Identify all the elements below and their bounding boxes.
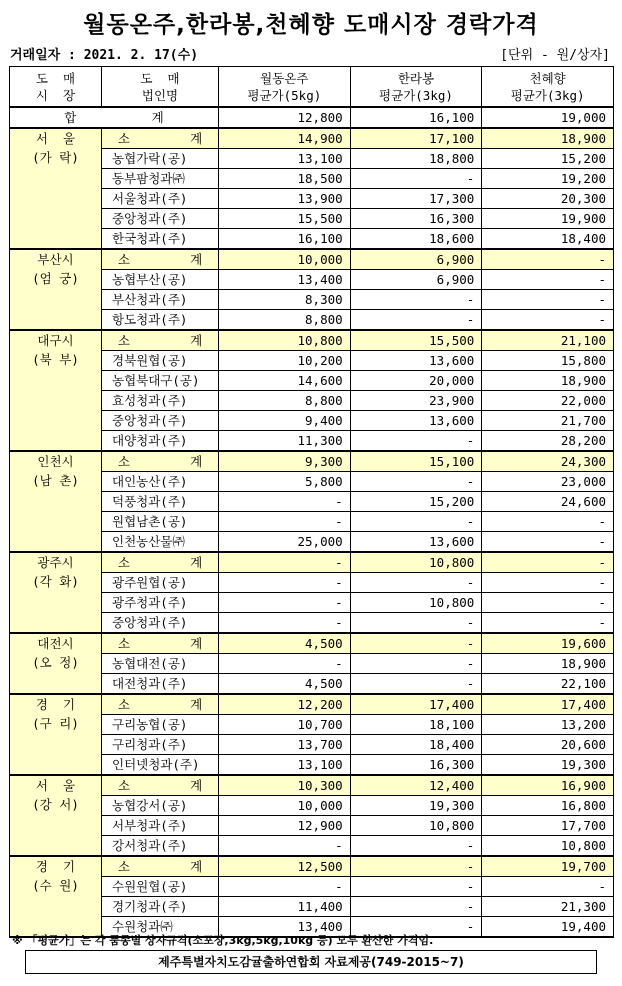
price-mandarin: 13,100	[219, 755, 351, 776]
price-mandarin: 16,100	[219, 229, 351, 250]
price-cheonhyehyang: -	[482, 552, 614, 573]
corp-name: 경기청과(주)	[102, 897, 219, 917]
total-label: 합 계	[10, 107, 219, 128]
subtotal-label: 소 계	[102, 694, 219, 715]
price-hallabong: 18,600	[350, 229, 482, 250]
price-cheonhyehyang: 21,300	[482, 897, 614, 917]
corp-name: 강서청과(주)	[102, 836, 219, 857]
price-cheonhyehyang: -	[482, 270, 614, 290]
price-hallabong: 13,600	[350, 532, 482, 553]
page-title: 월동온주,한라봉,천혜향 도매시장 경락가격	[83, 12, 539, 38]
subtotal-row	[10, 552, 614, 573]
price-table	[9, 66, 614, 938]
subtotal-label: 소 계	[102, 128, 219, 149]
corp-name: 부산청과(주)	[102, 290, 219, 310]
price-hallabong: -	[350, 310, 482, 331]
price-mandarin: 8,300	[219, 290, 351, 310]
subtotal-label: 소 계	[102, 552, 219, 573]
price-mandarin: 10,300	[219, 775, 351, 796]
price-mandarin: 15,500	[219, 209, 351, 229]
corp-name: 수원청과㈜	[102, 917, 219, 938]
price-mandarin: 10,000	[219, 796, 351, 816]
price-mandarin: -	[219, 613, 351, 634]
subtotal-row	[10, 451, 614, 472]
price-hallabong: -	[350, 613, 482, 634]
price-mandarin: 12,900	[219, 816, 351, 836]
market-name: 대전시 (오 정)	[10, 633, 102, 694]
price-hallabong: -	[350, 836, 482, 857]
price-cheonhyehyang: 15,800	[482, 351, 614, 371]
total-row	[10, 107, 614, 128]
price-mandarin: -	[219, 836, 351, 857]
price-mandarin: 8,800	[219, 391, 351, 411]
price-cheonhyehyang: 19,700	[482, 856, 614, 877]
price-mandarin: 5,800	[219, 472, 351, 492]
price-cheonhyehyang: 19,400	[482, 917, 614, 938]
price-cheonhyehyang: 16,900	[482, 775, 614, 796]
price-cheonhyehyang: 17,400	[482, 694, 614, 715]
corp-name: 농협가락(공)	[102, 149, 219, 169]
price-cheonhyehyang: -	[482, 593, 614, 613]
price-mandarin: -	[219, 877, 351, 897]
corp-name: 덕풍청과(주)	[102, 492, 219, 512]
subtotal-label: 소 계	[102, 856, 219, 877]
price-hallabong: 15,500	[350, 330, 482, 351]
price-mandarin: 13,400	[219, 917, 351, 938]
corp-name: 항도청과(주)	[102, 310, 219, 331]
corp-name: 농협대전(공)	[102, 654, 219, 674]
price-hallabong: 10,800	[350, 552, 482, 573]
price-hallabong: 16,300	[350, 209, 482, 229]
price-mandarin: -	[219, 654, 351, 674]
price-hallabong: -	[350, 674, 482, 695]
price-mandarin: 14,900	[219, 128, 351, 149]
corp-name: 구리농협(공)	[102, 715, 219, 735]
price-cheonhyehyang: 19,300	[482, 755, 614, 776]
price-cheonhyehyang: 18,400	[482, 229, 614, 250]
corp-name: 농협강서(공)	[102, 796, 219, 816]
market-name: 경 기 (수 원)	[10, 856, 102, 937]
price-hallabong: -	[350, 877, 482, 897]
price-hallabong: -	[350, 856, 482, 877]
price-cheonhyehyang: 21,700	[482, 411, 614, 431]
price-cheonhyehyang: -	[482, 532, 614, 553]
corp-name: 서울청과(주)	[102, 189, 219, 209]
price-mandarin: 8,800	[219, 310, 351, 331]
price-hallabong: -	[350, 573, 482, 593]
footnote: ※ 「평균가」는 각 품종별 상자규격(소포장,3kg,5kg,10kg 등) 모두 환산한 가격임.	[12, 934, 434, 947]
price-cheonhyehyang: 19,900	[482, 209, 614, 229]
source-credit: 제주특별자치도감귤출하연합회 자료제공(749-2015~7)	[25, 950, 597, 974]
price-cheonhyehyang: 17,700	[482, 816, 614, 836]
price-hallabong: 12,400	[350, 775, 482, 796]
price-hallabong: 15,100	[350, 451, 482, 472]
total-hallabong: 16,100	[350, 107, 482, 128]
subtotal-row	[10, 633, 614, 654]
price-cheonhyehyang: 21,100	[482, 330, 614, 351]
market-name: 부산시 (엄 궁)	[10, 249, 102, 330]
price-cheonhyehyang: 24,300	[482, 451, 614, 472]
header-market: 도 매 시 장	[10, 67, 102, 108]
corp-name: 중앙청과(주)	[102, 209, 219, 229]
header-cheonhyehyang: 천혜향 평균가(3kg)	[482, 67, 614, 108]
price-hallabong: -	[350, 897, 482, 917]
price-mandarin: 13,700	[219, 735, 351, 755]
subtotal-label: 소 계	[102, 633, 219, 654]
price-mandarin: 10,200	[219, 351, 351, 371]
corp-name: 중앙청과(주)	[102, 613, 219, 634]
price-mandarin: 13,400	[219, 270, 351, 290]
total-cheonhyehyang: 19,000	[482, 107, 614, 128]
corp-name: 서부청과(주)	[102, 816, 219, 836]
price-hallabong: -	[350, 290, 482, 310]
price-cheonhyehyang: 22,000	[482, 391, 614, 411]
price-hallabong: 16,300	[350, 755, 482, 776]
price-mandarin: 11,300	[219, 431, 351, 452]
subtotal-label: 소 계	[102, 249, 219, 270]
price-mandarin: -	[219, 512, 351, 532]
price-mandarin: 9,400	[219, 411, 351, 431]
corp-name: 중앙청과(주)	[102, 411, 219, 431]
market-name: 대구시 (북 부)	[10, 330, 102, 451]
price-hallabong: -	[350, 431, 482, 452]
price-mandarin: -	[219, 492, 351, 512]
price-hallabong: 13,600	[350, 411, 482, 431]
price-hallabong: 20,000	[350, 371, 482, 391]
price-mandarin: 10,700	[219, 715, 351, 735]
corp-name: 인천농산물㈜	[102, 532, 219, 553]
price-mandarin: 12,200	[219, 694, 351, 715]
subtotal-label: 소 계	[102, 330, 219, 351]
market-name: 서 울 (강 서)	[10, 775, 102, 856]
price-cheonhyehyang: 24,600	[482, 492, 614, 512]
market-name: 경 기 (구 리)	[10, 694, 102, 775]
subtotal-label: 소 계	[102, 775, 219, 796]
corp-name: 원협남촌(공)	[102, 512, 219, 532]
corp-name: 대인농산(주)	[102, 472, 219, 492]
price-cheonhyehyang: -	[482, 249, 614, 270]
price-hallabong: 18,400	[350, 735, 482, 755]
price-hallabong: -	[350, 633, 482, 654]
price-cheonhyehyang: 18,900	[482, 654, 614, 674]
header-corp: 도 매 법인명	[102, 67, 219, 108]
price-hallabong: 18,100	[350, 715, 482, 735]
price-cheonhyehyang: 28,200	[482, 431, 614, 452]
price-cheonhyehyang: -	[482, 512, 614, 532]
price-cheonhyehyang: 10,800	[482, 836, 614, 857]
price-hallabong: 19,300	[350, 796, 482, 816]
subtotal-row	[10, 128, 614, 149]
price-hallabong: -	[350, 654, 482, 674]
price-hallabong: -	[350, 472, 482, 492]
price-cheonhyehyang: 19,600	[482, 633, 614, 654]
price-hallabong: 6,900	[350, 270, 482, 290]
price-mandarin: 18,500	[219, 169, 351, 189]
price-mandarin: 14,600	[219, 371, 351, 391]
header-hallabong: 한라봉 평균가(3kg)	[350, 67, 482, 108]
corp-name: 대양청과(주)	[102, 431, 219, 452]
price-cheonhyehyang: 23,000	[482, 472, 614, 492]
price-hallabong: 10,800	[350, 593, 482, 613]
subtotal-row	[10, 856, 614, 877]
price-mandarin: -	[219, 552, 351, 573]
price-hallabong: 23,900	[350, 391, 482, 411]
trade-date: 거래일자 : 2021. 2. 17(수)	[10, 48, 199, 63]
header-mandarin: 월동온주 평균가(5kg)	[219, 67, 351, 108]
price-mandarin: 9,300	[219, 451, 351, 472]
price-cheonhyehyang: 22,100	[482, 674, 614, 695]
price-hallabong: -	[350, 169, 482, 189]
price-hallabong: 15,200	[350, 492, 482, 512]
corp-name: 광주청과(주)	[102, 593, 219, 613]
subtotal-row	[10, 249, 614, 270]
price-cheonhyehyang: 20,300	[482, 189, 614, 209]
price-hallabong: 13,600	[350, 351, 482, 371]
subtotal-label: 소 계	[102, 451, 219, 472]
price-mandarin: 10,000	[219, 249, 351, 270]
subtotal-row	[10, 330, 614, 351]
price-cheonhyehyang: -	[482, 310, 614, 331]
price-cheonhyehyang: 16,800	[482, 796, 614, 816]
price-mandarin: 25,000	[219, 532, 351, 553]
price-hallabong: 10,800	[350, 816, 482, 836]
price-cheonhyehyang: 20,600	[482, 735, 614, 755]
corp-name: 인터넷청과(주)	[102, 755, 219, 776]
corp-name: 농협부산(공)	[102, 270, 219, 290]
price-hallabong: -	[350, 917, 482, 938]
price-cheonhyehyang: 13,200	[482, 715, 614, 735]
price-hallabong: 17,400	[350, 694, 482, 715]
price-mandarin: 13,100	[219, 149, 351, 169]
corp-name: 한국청과(주)	[102, 229, 219, 250]
price-cheonhyehyang: -	[482, 877, 614, 897]
price-cheonhyehyang: -	[482, 613, 614, 634]
market-name: 광주시 (각 화)	[10, 552, 102, 633]
price-cheonhyehyang: 18,900	[482, 371, 614, 391]
price-mandarin: 12,500	[219, 856, 351, 877]
corp-name: 효성청과(주)	[102, 391, 219, 411]
header-row	[10, 67, 614, 108]
subtotal-row	[10, 775, 614, 796]
subtotal-row	[10, 694, 614, 715]
price-cheonhyehyang: 18,900	[482, 128, 614, 149]
price-mandarin: 13,900	[219, 189, 351, 209]
price-hallabong: 18,800	[350, 149, 482, 169]
market-name: 서 울 (가 락)	[10, 128, 102, 249]
price-cheonhyehyang: -	[482, 573, 614, 593]
market-name: 인천시 (남 촌)	[10, 451, 102, 552]
price-mandarin: 4,500	[219, 633, 351, 654]
price-cheonhyehyang: -	[482, 290, 614, 310]
corp-name: 수원원협(공)	[102, 877, 219, 897]
price-cheonhyehyang: 19,200	[482, 169, 614, 189]
price-mandarin: -	[219, 573, 351, 593]
price-mandarin: 4,500	[219, 674, 351, 695]
corp-name: 경북원협(공)	[102, 351, 219, 371]
total-mandarin: 12,800	[219, 107, 351, 128]
unit-label: [단위 - 원/상자]	[500, 48, 610, 63]
price-mandarin: 10,800	[219, 330, 351, 351]
price-hallabong: 6,900	[350, 249, 482, 270]
price-mandarin: -	[219, 593, 351, 613]
price-hallabong: 17,300	[350, 189, 482, 209]
price-hallabong: 17,100	[350, 128, 482, 149]
corp-name: 농협북대구(공)	[102, 371, 219, 391]
corp-name: 광주원협(공)	[102, 573, 219, 593]
corp-name: 대전청과(주)	[102, 674, 219, 695]
corp-name: 구리청과(주)	[102, 735, 219, 755]
price-cheonhyehyang: 15,200	[482, 149, 614, 169]
price-hallabong: -	[350, 512, 482, 532]
price-mandarin: 11,400	[219, 897, 351, 917]
corp-name: 동부팜청과㈜	[102, 169, 219, 189]
